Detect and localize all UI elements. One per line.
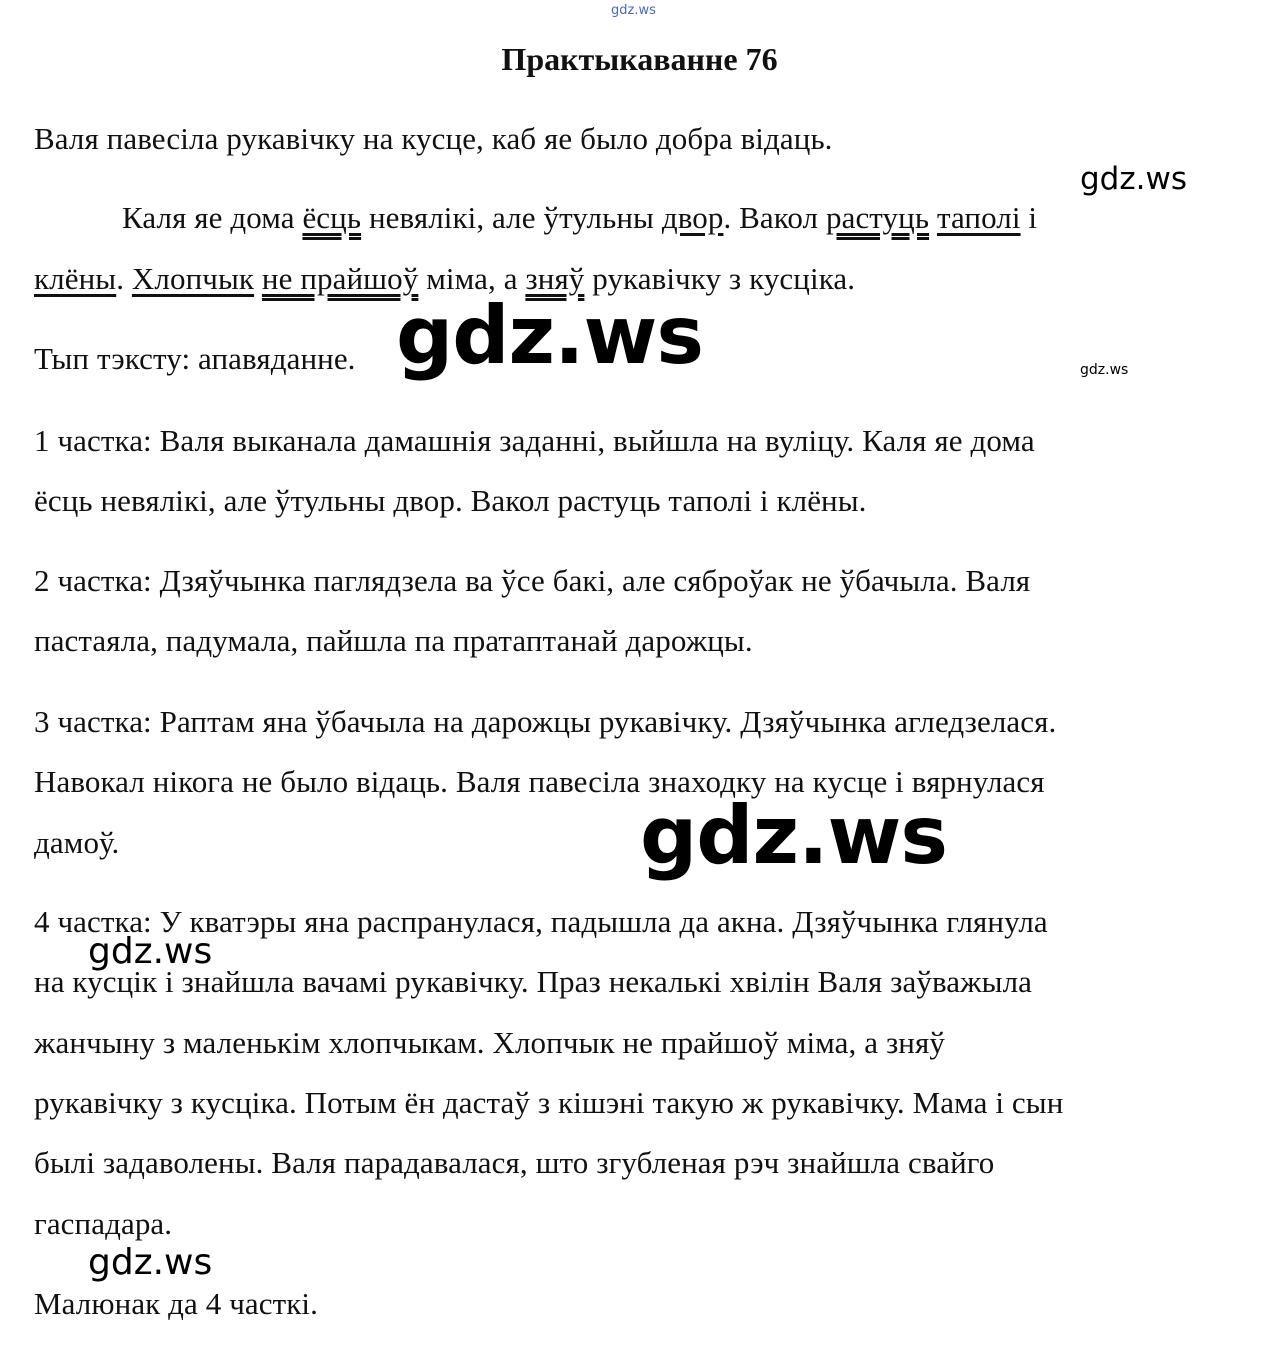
predicate-word: ёсць: [302, 200, 362, 235]
watermark-right: gdz.ws: [1080, 161, 1187, 197]
part1-line-2: ёсць невялікі, але ўтульны двор. Вакол растуць таполі і клёны.: [34, 483, 867, 518]
predicate-word: зняў: [525, 261, 585, 296]
part4-line-5: былі задаволены. Валя парадавалася, што згубленая рэч знайшла свайго: [34, 1145, 995, 1180]
part4-line-1: 4 частка: У кватэры яна распранулася, падышла да акна. Дзяўчынка глянула: [34, 904, 1048, 939]
predicate-word: не прайшоў: [261, 261, 419, 296]
analysis-text: . Вакол: [723, 200, 826, 235]
subject-word: таполі: [936, 200, 1021, 235]
analysis-text: Каля яе дома: [122, 200, 303, 235]
analysis-text: міма, а: [418, 261, 526, 296]
watermark-big-1: gdz.ws: [396, 289, 704, 382]
watermark-right-small: gdz.ws: [1080, 362, 1129, 378]
part4-line-4: рукавічку з кусціка. Потым ён дастаў з кішэні такую ж рукавічку. Мама і сын: [34, 1085, 1064, 1120]
part4-line-6: гаспадара.: [34, 1206, 173, 1241]
part2-line-1: 2 частка: Дзяўчынка паглядзела ва ўсе бакі, але сяброўак не ўбачыла. Валя: [34, 563, 1031, 598]
part3-line-1: 3 частка: Раптам яна ўбачыла на дарожцы рукавічку. Дзяўчынка агледзелася.: [34, 704, 1057, 739]
analysis-line-1: [34, 200, 1037, 236]
drawing-note: Малюнак да 4 часткі.: [34, 1286, 318, 1321]
subject-word: Хлопчык: [131, 261, 255, 296]
subject-word: двор: [661, 200, 724, 235]
analysis-text: і: [1020, 200, 1038, 235]
part4-line-2: на кусцік і знайшла вачамі рукавічку. Праз некалькі хвілін Валя заўважыла: [34, 964, 1033, 999]
text-type: Тып тэксту: апавяданне.: [34, 341, 356, 376]
example-sentence: Валя павесіла рукавічку на кусце, каб яе было добра відаць.: [34, 121, 833, 156]
analysis-text: [254, 261, 262, 296]
watermark-left-2: gdz.ws: [88, 1242, 213, 1283]
analysis-text: рукавічку з кусціка.: [584, 261, 856, 296]
analysis-text: [929, 200, 937, 235]
predicate-word: растуць: [825, 200, 930, 235]
part4-line-3: жанчыну з маленькім хлопчыкам. Хлопчык не прайшоў міма, а зняў: [34, 1025, 945, 1060]
watermark-big-2: gdz.ws: [640, 789, 948, 882]
watermark-left-1: gdz.ws: [88, 931, 213, 972]
analysis-text: невялікі, але ўтульны: [361, 200, 662, 235]
watermark-top: gdz.ws: [611, 3, 656, 18]
subject-word: клёны: [34, 261, 117, 296]
part1-line-1: 1 частка: Валя выканала дамашнія заданні, выйшла на вуліцу. Каля яе дома: [34, 423, 1035, 458]
page-title: Практыкаванне 76: [501, 41, 778, 77]
part2-line-2: пастаяла, падумала, пайшла па пратаптанай дарожцы.: [34, 623, 753, 658]
part3-line-2: Навокал нікога не было відаць. Валя павесіла знаходку на кусце і вярнулася: [34, 764, 1045, 799]
part3-line-3: дамоў.: [34, 825, 120, 860]
analysis-text: .: [116, 261, 132, 296]
